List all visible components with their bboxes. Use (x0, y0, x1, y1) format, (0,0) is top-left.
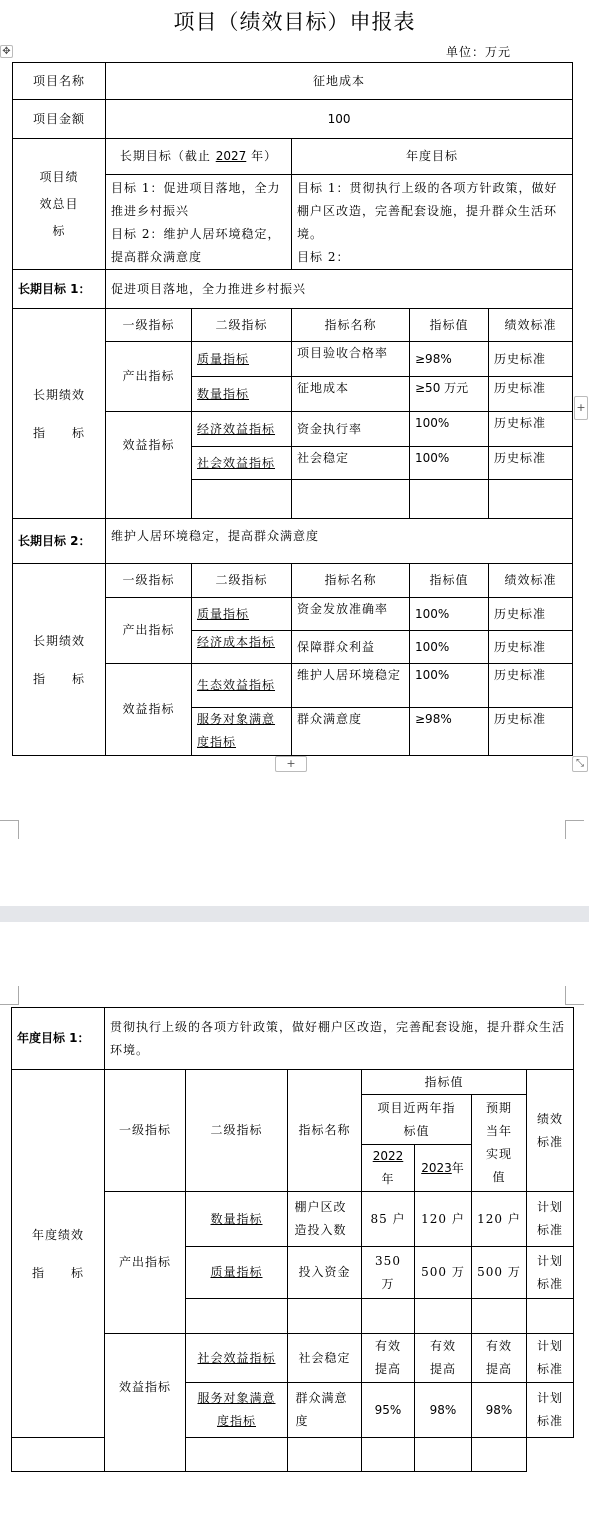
annual-2022-row3 (362, 1334, 415, 1383)
lt1-value-row2: ≥50 万元 (410, 377, 489, 412)
lt2-header-l2: 二级指标 (192, 564, 292, 598)
year-2023-suffix: 年 (451, 1160, 465, 1175)
lt2-std-row4: 历史标准 (489, 708, 573, 756)
lt2-l1-benefit: 效益指标 (106, 664, 192, 756)
annual-l2-row1 (186, 1192, 288, 1247)
lt1-std-row4: 历史标准 (489, 447, 573, 480)
long-term-goal-1: 目标 1：促进项目落地，全力推进乡村振兴 (111, 181, 281, 218)
project-amount-value: 100 (106, 100, 573, 139)
lt1-empty-l2 (192, 480, 292, 519)
lt1-name-row4: 社会稳定 (292, 447, 410, 480)
long-term-prefix: 长期目标（截止 (119, 149, 211, 163)
lt1-header-l2: 二级指标 (192, 309, 292, 342)
table-move-handle-icon[interactable]: ✥ (0, 45, 13, 58)
annual-header-2022 (362, 1145, 415, 1192)
lt1-value-row4: 100% (410, 447, 489, 480)
overall-goal-label (13, 139, 106, 270)
lt1-l2-row1 (192, 342, 292, 377)
annual-std-row1-text: 计划标准 (537, 1200, 564, 1237)
annual-header-2023 (415, 1145, 472, 1192)
annual-name-row3: 社会稳定 (288, 1334, 362, 1383)
page-corner-mark (0, 820, 19, 839)
annual-empty2-l2 (12, 1438, 105, 1472)
long-term-suffix: 年） (251, 149, 278, 163)
lt2-value-row4: ≥98% (410, 708, 489, 756)
lt1-l2-row3 (192, 412, 292, 447)
lt1-value-row3: 100% (410, 412, 489, 447)
year-2023: 2023 (421, 1160, 452, 1175)
annual-empty2-2023 (362, 1438, 415, 1472)
lt2-l2-row3 (192, 664, 292, 708)
long-term-goal-2: 目标 2：维护人居环境稳定，提高群众满意度 (111, 227, 281, 264)
lt2-l2-row1 (192, 598, 292, 631)
lt2-header-std: 绩效标准 (489, 564, 573, 598)
annual-std-row3 (527, 1334, 574, 1383)
annual-2022-row3-text: 有效提高 (374, 1339, 401, 1376)
annual-header-recent (362, 1095, 472, 1145)
annual-expected-row3 (472, 1334, 527, 1383)
annual-l2-row4 (186, 1383, 288, 1438)
annual-2022-row2: 350 万 (362, 1247, 415, 1299)
annual-std-row4 (527, 1383, 574, 1438)
annual-l2-row2 (186, 1247, 288, 1299)
long-term-2-text: 维护人居环境稳定，提高群众满意度 (106, 519, 573, 564)
annual-2023-row3 (415, 1334, 472, 1383)
annual-expected-row3-text: 有效提高 (485, 1339, 512, 1376)
annual-std-row2 (527, 1247, 574, 1299)
lt1-name-row2: 征地成本 (292, 377, 410, 412)
overall-goal-label-text: 项目绩效总目标 (39, 169, 79, 238)
lt1-std-row1: 历史标准 (489, 342, 573, 377)
annual-name-row4 (288, 1383, 362, 1438)
lt1-l2-row1-text: 质量指标 (197, 351, 250, 366)
annual-goal-2: 目标 2： (297, 250, 350, 264)
lt1-l1-benefit: 效益指标 (106, 412, 192, 519)
lt1-l2-row2-text: 数量指标 (197, 386, 250, 401)
lt2-l2-row4 (192, 708, 292, 756)
long-perf-label-1-text: 长期绩效指 标 (32, 387, 85, 440)
annual-l2-row4-text: 服务对象满意度指标 (197, 1391, 276, 1428)
lt1-header-std: 绩效标准 (489, 309, 573, 342)
lt2-name-row2: 保障群众利益 (292, 631, 410, 664)
annual-l2-row3-text: 社会效益指标 (197, 1350, 276, 1365)
lt1-std-row2: 历史标准 (489, 377, 573, 412)
application-table-page1 (12, 62, 573, 756)
annual-header-expected (472, 1095, 527, 1192)
page-gap (0, 906, 589, 922)
lt2-l2-row4-text: 服务对象满意度指标 (197, 712, 276, 749)
annual-std-row2-text: 计划标准 (537, 1253, 564, 1291)
annual-goal-header: 年度目标 (292, 139, 573, 175)
lt2-value-row2: 100% (410, 631, 489, 664)
annual-2023-row4: 98% (415, 1383, 472, 1438)
long-term-1-text: 促进项目落地，全力推进乡村振兴 (106, 270, 573, 309)
page-corner-mark (565, 820, 584, 839)
annual-expected-row4: 98% (472, 1383, 527, 1438)
annual-l2-row1-text: 数量指标 (210, 1211, 263, 1226)
long-perf-label-2-text: 长期绩效指 标 (32, 633, 85, 686)
lt2-l2-row2-text: 经济成本指标 (197, 635, 276, 649)
lt1-value-row1: ≥98% (410, 342, 489, 377)
annual-goal-1: 目标 1：贯彻执行上级的各项方针政策，做好棚户区改造，完善配套设施，提升群众生活环境。 (297, 181, 558, 241)
annual-empty-std (527, 1299, 574, 1334)
lt2-header-name: 指标名称 (292, 564, 410, 598)
annual-expected-row1: 120 户 (472, 1192, 527, 1247)
annual-l2-row3 (186, 1334, 288, 1383)
annual-header-std (527, 1070, 574, 1192)
lt1-l2-row2 (192, 377, 292, 412)
long-term-year: 2027 (215, 149, 247, 163)
long-perf-label-2 (13, 564, 106, 756)
lt1-empty-std (489, 480, 573, 519)
long-perf-label-1 (13, 309, 106, 519)
annual-name-row2: 投入资金 (288, 1247, 362, 1299)
annual-empty2-name (186, 1438, 288, 1472)
lt2-value-row1: 100% (410, 598, 489, 631)
page-title: 项目（绩效目标）申报表 (173, 10, 416, 34)
lt1-header-l1: 一级指标 (106, 309, 192, 342)
annual-perf-label (12, 1070, 105, 1438)
page-corner-mark (565, 986, 584, 1005)
annual-header-l1: 一级指标 (105, 1070, 186, 1192)
lt2-name-row4: 群众满意度 (292, 708, 410, 756)
lt1-header-value: 指标值 (410, 309, 489, 342)
annual-2023-row2: 500 万 (415, 1247, 472, 1299)
annual-2023-row3-text: 有效提高 (429, 1339, 456, 1376)
lt2-std-row1: 历史标准 (489, 598, 573, 631)
long-term-1-label: 长期目标 1： (13, 270, 106, 309)
annual-std-row4-text: 计划标准 (537, 1391, 564, 1428)
add-row-plus-icon[interactable]: + (275, 756, 307, 772)
lt2-l2-row1-text: 质量指标 (197, 606, 250, 621)
year-2022: 2022 (372, 1149, 404, 1163)
page-corner-mark (0, 986, 19, 1005)
lt1-l1-output: 产出指标 (106, 342, 192, 412)
unit-label: 单位：万元 (446, 45, 512, 59)
annual-name-row1 (288, 1192, 362, 1247)
annual-empty-2023 (415, 1299, 472, 1334)
annual-expected-row2: 500 万 (472, 1247, 527, 1299)
long-term-2-label: 长期目标 2： (13, 519, 106, 564)
lt1-header-name: 指标名称 (292, 309, 410, 342)
annual-1-label: 年度目标 1： (12, 1008, 105, 1070)
lt2-name-row3: 维护人居环境稳定 (292, 664, 410, 708)
annual-perf-label-text: 年度绩效指 标 (31, 1227, 84, 1280)
lt2-header-value: 指标值 (410, 564, 489, 598)
lt2-std-row3: 历史标准 (489, 664, 573, 708)
annual-empty-expected (472, 1299, 527, 1334)
annual-name-row1-text: 棚户区改造投入数 (294, 1200, 347, 1237)
lt2-std-row2: 历史标准 (489, 631, 573, 664)
lt2-l2-row2 (192, 631, 292, 664)
annual-std-row3-text: 计划标准 (537, 1339, 564, 1376)
project-name-label: 项目名称 (13, 63, 106, 100)
annual-2023-row1: 120 户 (415, 1192, 472, 1247)
annual-empty-l2 (186, 1299, 288, 1334)
project-amount-label: 项目金额 (13, 100, 106, 139)
lt2-header-l1: 一级指标 (106, 564, 192, 598)
lt1-l2-row4 (192, 447, 292, 480)
annual-header-name: 指标名称 (288, 1070, 362, 1192)
annual-header-l2: 二级指标 (186, 1070, 288, 1192)
lt1-empty-name (292, 480, 410, 519)
annual-header-recent-text: 项目近两年指标值 (377, 1100, 456, 1138)
long-term-goals-cell (106, 175, 292, 270)
lt1-name-row1: 项目验收合格率 (292, 342, 410, 377)
annual-l2-row2-text: 质量指标 (210, 1265, 263, 1279)
annual-name-row4-text: 群众满意度 (295, 1391, 348, 1428)
annual-1-text: 贯彻执行上级的各项方针政策，做好棚户区改造，完善配套设施，提升群众生活环境。 (105, 1008, 574, 1070)
annual-l1-benefit: 效益指标 (105, 1334, 186, 1472)
annual-2022-row4: 95% (362, 1383, 415, 1438)
annual-header-std-text: 绩效标准 (537, 1111, 564, 1149)
long-term-goal-header (106, 139, 292, 175)
annual-empty2-expected (415, 1438, 472, 1472)
annual-l1-output: 产出指标 (105, 1192, 186, 1334)
annual-empty-2022 (362, 1299, 415, 1334)
lt2-l1-output: 产出指标 (106, 598, 192, 664)
annual-header-value-group: 指标值 (362, 1070, 527, 1095)
lt1-empty-value (410, 480, 489, 519)
annual-empty2-2022 (288, 1438, 362, 1472)
lt1-name-row3: 资金执行率 (292, 412, 410, 447)
lt2-name-row1: 资金发放准确率 (292, 598, 410, 631)
application-table-page2 (11, 1007, 574, 1472)
annual-goals-cell (292, 175, 573, 270)
lt2-l2-row3-text: 生态效益指标 (197, 678, 276, 692)
lt2-value-row3: 100% (410, 664, 489, 708)
add-column-plus-icon[interactable]: + (574, 396, 588, 420)
project-name-value: 征地成本 (106, 63, 573, 100)
year-2022-suffix: 年 (381, 1172, 395, 1186)
lt1-l2-row4-text: 社会效益指标 (197, 455, 276, 470)
annual-empty-name (288, 1299, 362, 1334)
lt1-l2-row3-text: 经济效益指标 (197, 421, 276, 436)
lt1-std-row3: 历史标准 (489, 412, 573, 447)
annual-header-expected-text: 预期当年实现值 (485, 1101, 512, 1184)
annual-2022-row1: 85 户 (362, 1192, 415, 1247)
annual-std-row1 (527, 1192, 574, 1247)
annual-empty2-std (472, 1438, 527, 1472)
table-resize-icon[interactable]: ⤡ (572, 756, 588, 772)
